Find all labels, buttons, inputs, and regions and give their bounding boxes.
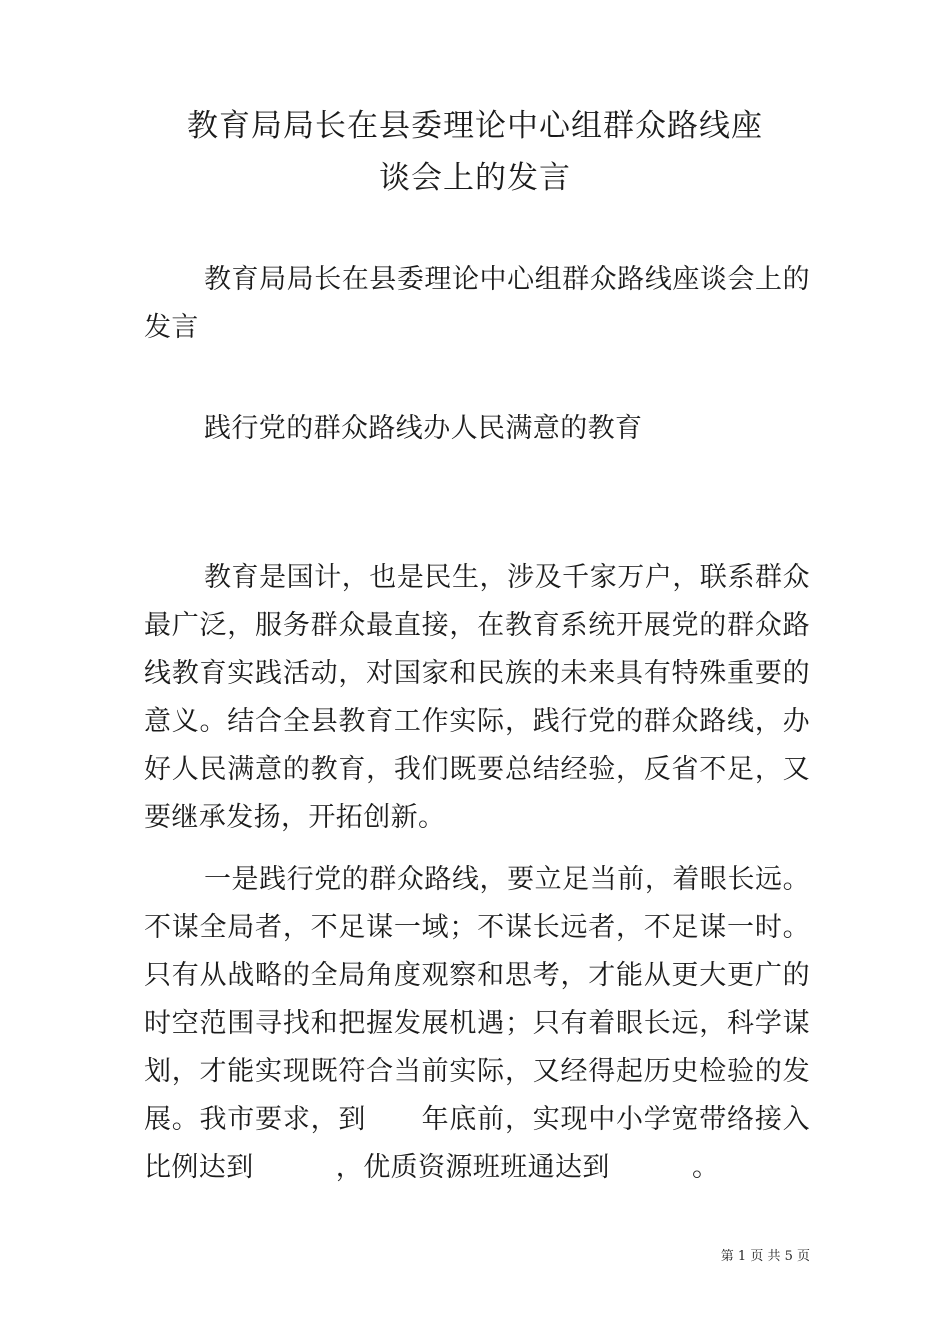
document-title: [140, 100, 810, 204]
title-line-2: 谈会上的发言: [379, 160, 571, 196]
paragraph-intro: 教育是国计，也是民生，涉及千家万户，联系群众最广泛，服务群众最直接，在教育系统开展党的群众路线教育实践活动，对国家和民族的未来具有特殊重要的意义。结合全县教育工作实际，践行党的群众路线，办好人民满意的教育，我们既要总结经验，反省不足，又要继承发扬，开拓创新。: [144, 562, 810, 833]
page-number-footer: 第 1 页 共 5 页: [720, 1249, 810, 1264]
paragraph-heading-repeat: 教育局局长在县委理论中心组群众路线座谈会上的发言: [144, 264, 810, 343]
title-line-1: 教育局局长在县委理论中心组群众路线座: [187, 108, 763, 144]
paragraph-subtitle: 践行党的群众路线办人民满意的教育: [204, 413, 643, 444]
paragraph-point-one: 一是践行党的群众路线，要立足当前，着眼长远。不谋全局者，不足谋一域；不谋长远者，不足谋一时。只有从战略的全局角度观察和思考，才能从更大更广的时空范围寻找和把握发展机遇；只有着眼长远，科学谋划，才能实现既符合当前实际，又经得起历史检验的发展。我市要求，到 年底前，实现中小学宽带络接入比例达到 ，优质资源班班通达到 。: [144, 864, 810, 1183]
